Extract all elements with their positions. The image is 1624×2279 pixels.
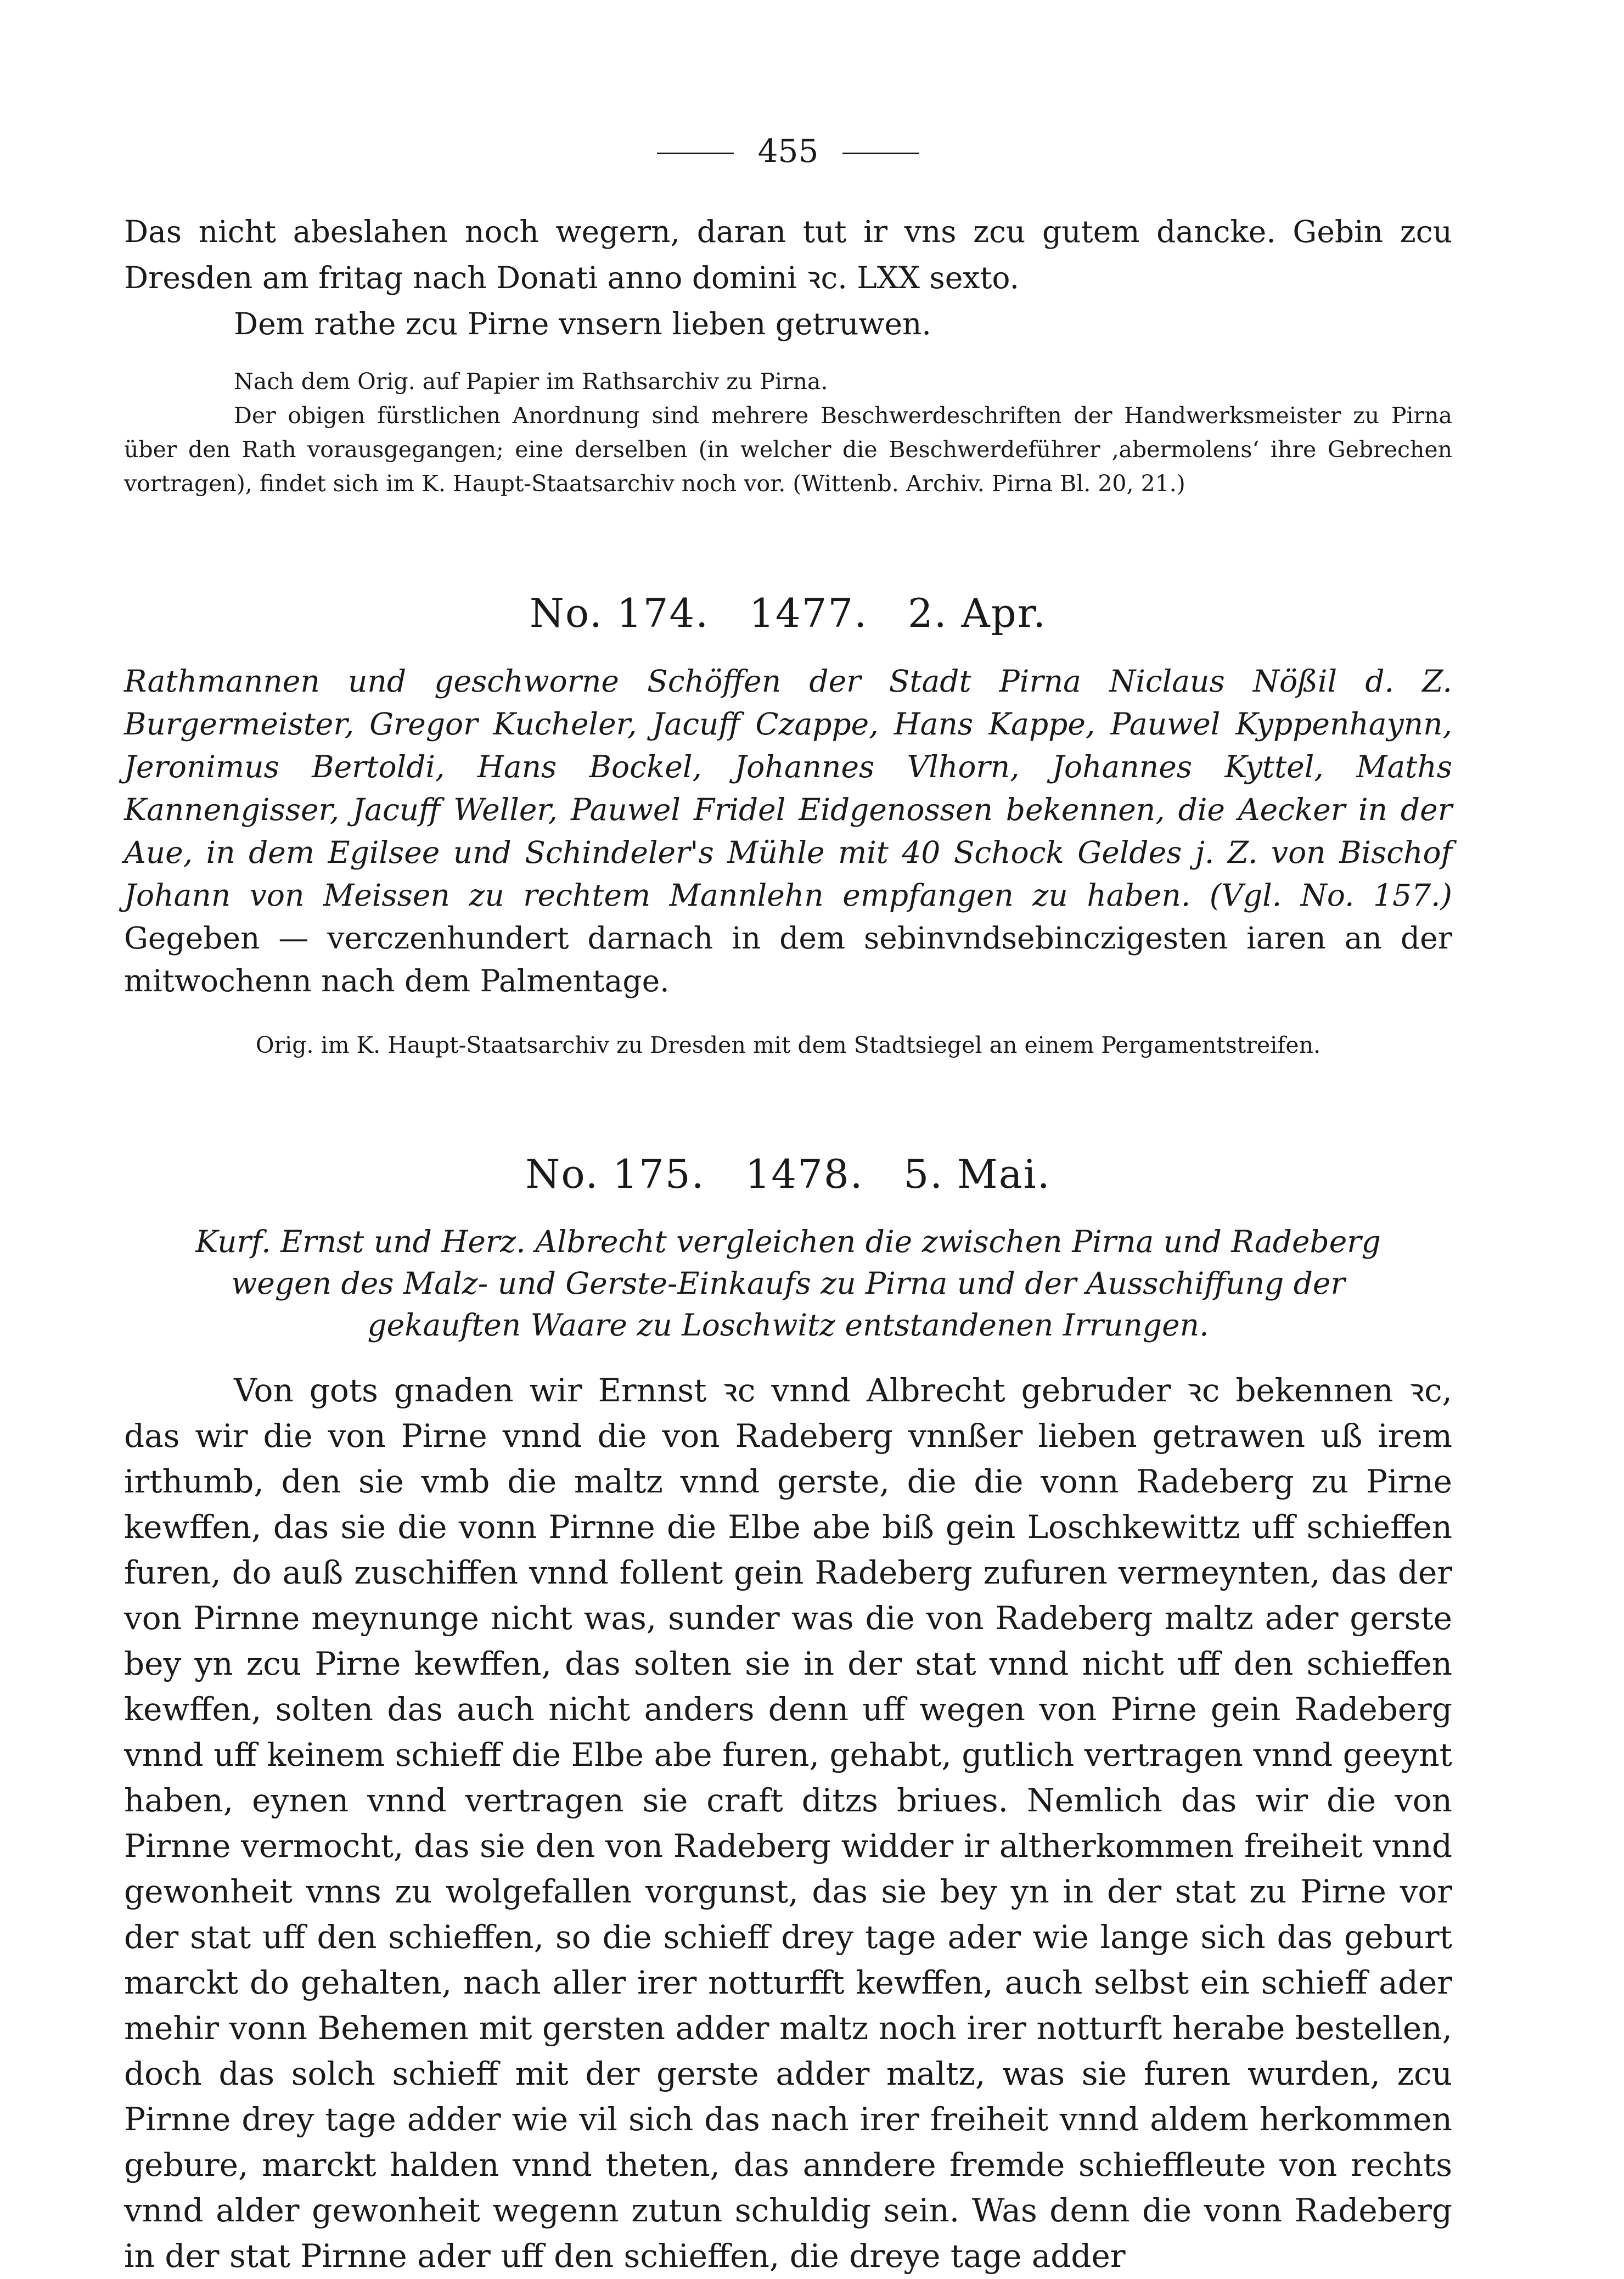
doc-175-body: Von gots gnaden wir Ernnst ꝛc vnnd Albrecht gebruder ꝛc bekennen ꝛc, das wir die von Pirne vnnd die von Radeberg vnnßer lieben getrawen uß irem irthumb, den sie vmb die maltz vnnd gerste, die die vonn Radeberg zu Pirne kewffen, das sie die vonn Pirnne die Elbe abe biß gein Loschkewittz uff schieffen furen, do auß zuschiffen vnnd follent gein Radeberg zufuren vermeynten, das der von Pirnne meynunge nicht was, sunder was die von Radeberg maltz ader gerste bey yn zcu Pirne kewffen, das solten sie in der stat vnnd nicht uff den schieffen kewffen, solten das auch nicht anders denn uff wegen von Pirne gein Radeberg vnnd uff keinem schieff die Elbe abe furen, gehabt, gutlich vertragen vnnd geeynt haben, eynen vnnd vertragen sie craft ditzs briues. Nemlich das wir die von Pirnne vermocht, das sie den von Radeberg widder ir altherkommen freiheit vnnd gewonheit vnns zu wolgefallen vorgunst, das sie bey yn in der stat zu Pirne vor der stat uff den schieffen, so die schieff drey tage ader wie lange sich das geburt marckt do gehalten, nach aller irer notturfft kewffen, auch selbst ein schieff ader mehir vonn Behemen mit gersten adder maltz noch irer notturft herabe bestellen, doch das solch schieff mit der gerste adder maltz, was sie furen wurden, zcu Pirnne drey tage adder wie vil sich das nach irer freiheit vnnd aldem herkommen gebure, marckt halden vnnd theten, das anndere fremde schieffleute von rechts vnnd alder gewonheit wegenn zutun schuldig sein. Was denn die vonn Radeberg in der stat Pirnne ader uff den schieffen, die dreye tage adder (124, 1372, 1452, 2275)
source-note: Nach dem Orig. auf Papier im Rathsarchiv zu Pirna. (234, 368, 828, 395)
doc-175-heading (124, 1149, 1452, 1199)
header-rule-right (842, 153, 919, 154)
doc-175-date: 5. Mai. (903, 1151, 1051, 1197)
doc-174-archive-note: Orig. im K. Haupt-Staatsarchiv zu Dresden mit dem Stadtsiegel an einem Pergamentstreifen. (255, 1032, 1321, 1058)
header-rule-left (657, 153, 734, 154)
doc-175-regest: Kurf. Ernst und Herz. Albrecht vergleichen die zwischen Pirna und Radeberg wegen des Malz- und Gerste-Einkaufs zu Pirna und der Ausschiffung der gekauften Waare zu Loschwitz entstandenen Irrungen. (195, 1224, 1381, 1343)
doc-175-year: 1478. (745, 1151, 864, 1197)
doc-174-number: No. 174. (529, 590, 710, 636)
carryover-text: Das nicht abeslahen noch wegern, daran tut ir vns zcu gutem dancke. Gebin zcu Dresden am fritag nach Donati anno domini ꝛc. LXX sexto. (124, 214, 1452, 295)
doc-175-number: No. 175. (525, 1151, 705, 1197)
doc-174-year: 1477. (749, 590, 868, 636)
doc-174-regest (124, 660, 1452, 1002)
page-number: 455 (757, 132, 819, 170)
carryover-address: Dem rathe zcu Pirne vnsern lieben getruwen. (234, 306, 931, 341)
page-header (124, 132, 1452, 170)
document-page (124, 132, 1452, 2279)
commentary-note: Der obigen fürstlichen Anordnung sind mehrere Beschwerdeschriften der Handwerksmeister zu Pirna über den Rath vorausgegangen; eine derselben (in welcher die Beschwerdeführer ‚abermolens‘ ihre Gebrechen vortragen), findet sich im K. Haupt-Staatsarchiv noch vor. (Wittenb. Archiv. Pirna Bl. 20, 21.) (124, 402, 1452, 497)
doc-174-regest-text: Rathmannen und geschworne Schöffen der Stadt Pirna Niclaus Nößil d. Z. Burgermeister, Gregor Kucheler, Jacuff Czappe, Hans Kappe, Pauwel Kyppenhaynn, Jeronimus Bertoldi, Hans Bockel, Johannes Vlhorn, Johannes Kyttel, Maths Kannengisser, Jacuff Weller, Pauwel Fridel Eidgenossen bekennen, die Aecker in der Aue, in dem Egilsee und Schindeler's Mühle mit 40 Schock Geldes j. Z. von Bischof Johann von Meissen zu rechtem Mannlehn empfangen zu haben. (Vgl. No. 157.) (124, 664, 1452, 913)
doc-174-date: 2. Apr. (908, 590, 1047, 636)
doc-174-regest-tail: Gegeben — verczenhundert darnach in dem sebinvndsebinczigesten iaren an der mitwochenn nach dem Palmentage. (124, 920, 1452, 998)
doc-174-heading (124, 588, 1452, 638)
